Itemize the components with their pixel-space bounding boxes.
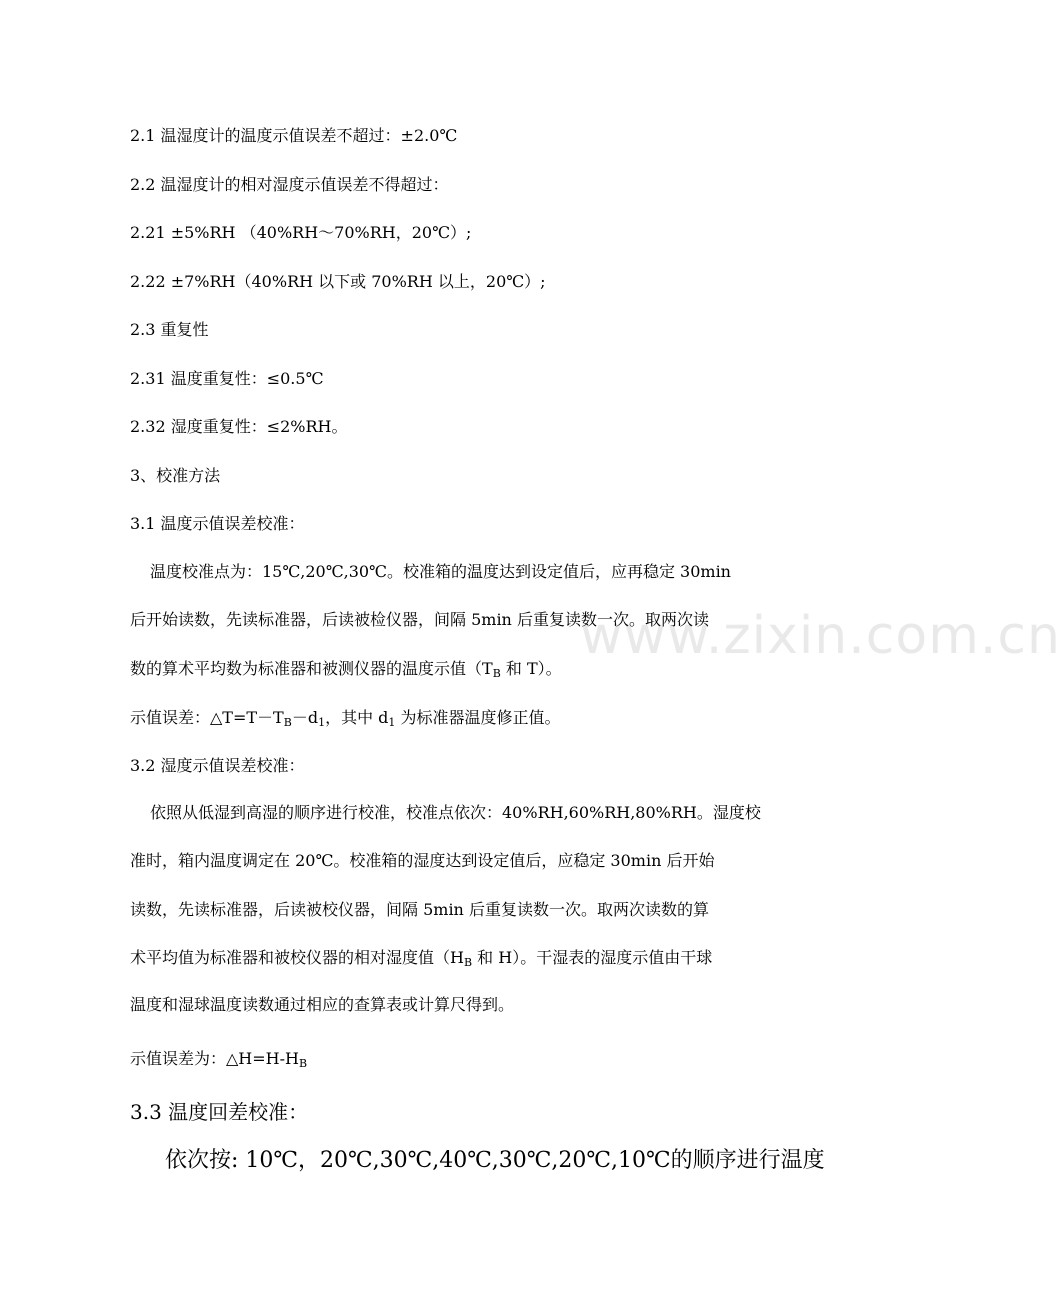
clause-2-1: 2.1 温湿度计的温度示值误差不超过：±2.0℃ (130, 126, 458, 145)
para-3-2-line1: 依照从低湿到高湿的顺序进行校准，校准点依次：40%RH,60%RH,80%RH。湿度校 (150, 803, 761, 822)
text-run: 为标准器温度修正值。 (395, 708, 561, 727)
subscript: B (463, 956, 473, 969)
clause-3-1: 3.1 温度示值误差校准： (130, 514, 305, 533)
section-3-heading: 3、校准方法 (130, 466, 221, 485)
para-3-1-line2: 后开始读数，先读标准器，后读被检仪器，间隔 5min 后重复读数一次。取两次读 (130, 610, 709, 629)
subscript: 1 (318, 716, 326, 729)
subscript: B (492, 667, 501, 680)
clause-2-31: 2.31 温度重复性：≤0.5℃ (130, 369, 324, 388)
clause-2-3: 2.3 重复性 (130, 320, 209, 339)
clause-3-2: 3.2 湿度示值误差校准： (130, 756, 305, 775)
temperature-error-formula (130, 708, 561, 728)
clause-2-22: 2.22 ±7%RH（40%RH 以下或 70%RH 以上，20℃）; (130, 272, 546, 291)
subscript: B (283, 716, 292, 729)
para-3-2-line4 (130, 948, 712, 968)
text-run: 和 T）。 (500, 659, 562, 678)
text-run: ，其中 d (325, 708, 389, 727)
subscript: B (298, 1057, 308, 1070)
text-run: 数的算术平均数为标准器和被测仪器的温度示值（T (130, 659, 493, 678)
clause-3-3: 3.3 温度回差校准： (130, 1100, 309, 1124)
para-3-1-line3 (130, 659, 562, 679)
para-3-2-line3: 读数，先读标准器，后读被校仪器，间隔 5min 后重复读数一次。取两次读数的算 (130, 900, 709, 919)
text-run: 示值误差：△T=T－T (130, 708, 284, 727)
watermark: www.zixin.com.cn (580, 606, 1061, 666)
clause-2-32: 2.32 湿度重复性：≤2%RH。 (130, 417, 348, 436)
clause-2-2: 2.2 温湿度计的相对湿度示值误差不得超过： (130, 175, 449, 194)
humidity-error-formula (130, 1049, 307, 1069)
subscript: 1 (388, 716, 396, 729)
text-run: 和 H）。干湿表的湿度示值由干球 (472, 948, 713, 967)
para-3-2-line5: 温度和湿球温度读数通过相应的查算表或计算尺得到。 (130, 995, 515, 1014)
text-run: －d (291, 708, 319, 727)
para-3-2-line2: 准时，箱内温度调定在 20℃。校准箱的湿度达到设定值后，应稳定 30min 后开始 (130, 851, 715, 870)
text-run: 术平均值为标准器和被校仪器的相对湿度值（H (130, 948, 464, 967)
clause-2-21: 2.21 ±5%RH （40%RH～70%RH，20℃）; (130, 223, 472, 242)
para-3-1-line1: 温度校准点为：15℃,20℃,30℃。校准箱的温度达到设定值后，应再稳定 30min (150, 562, 731, 581)
text-run: 示值误差为：△H=H-H (130, 1049, 299, 1068)
para-3-3-line1: 依次按: 10℃，20℃,30℃,40℃,30℃,20℃,10℃的顺序进行温度 (165, 1148, 825, 1173)
